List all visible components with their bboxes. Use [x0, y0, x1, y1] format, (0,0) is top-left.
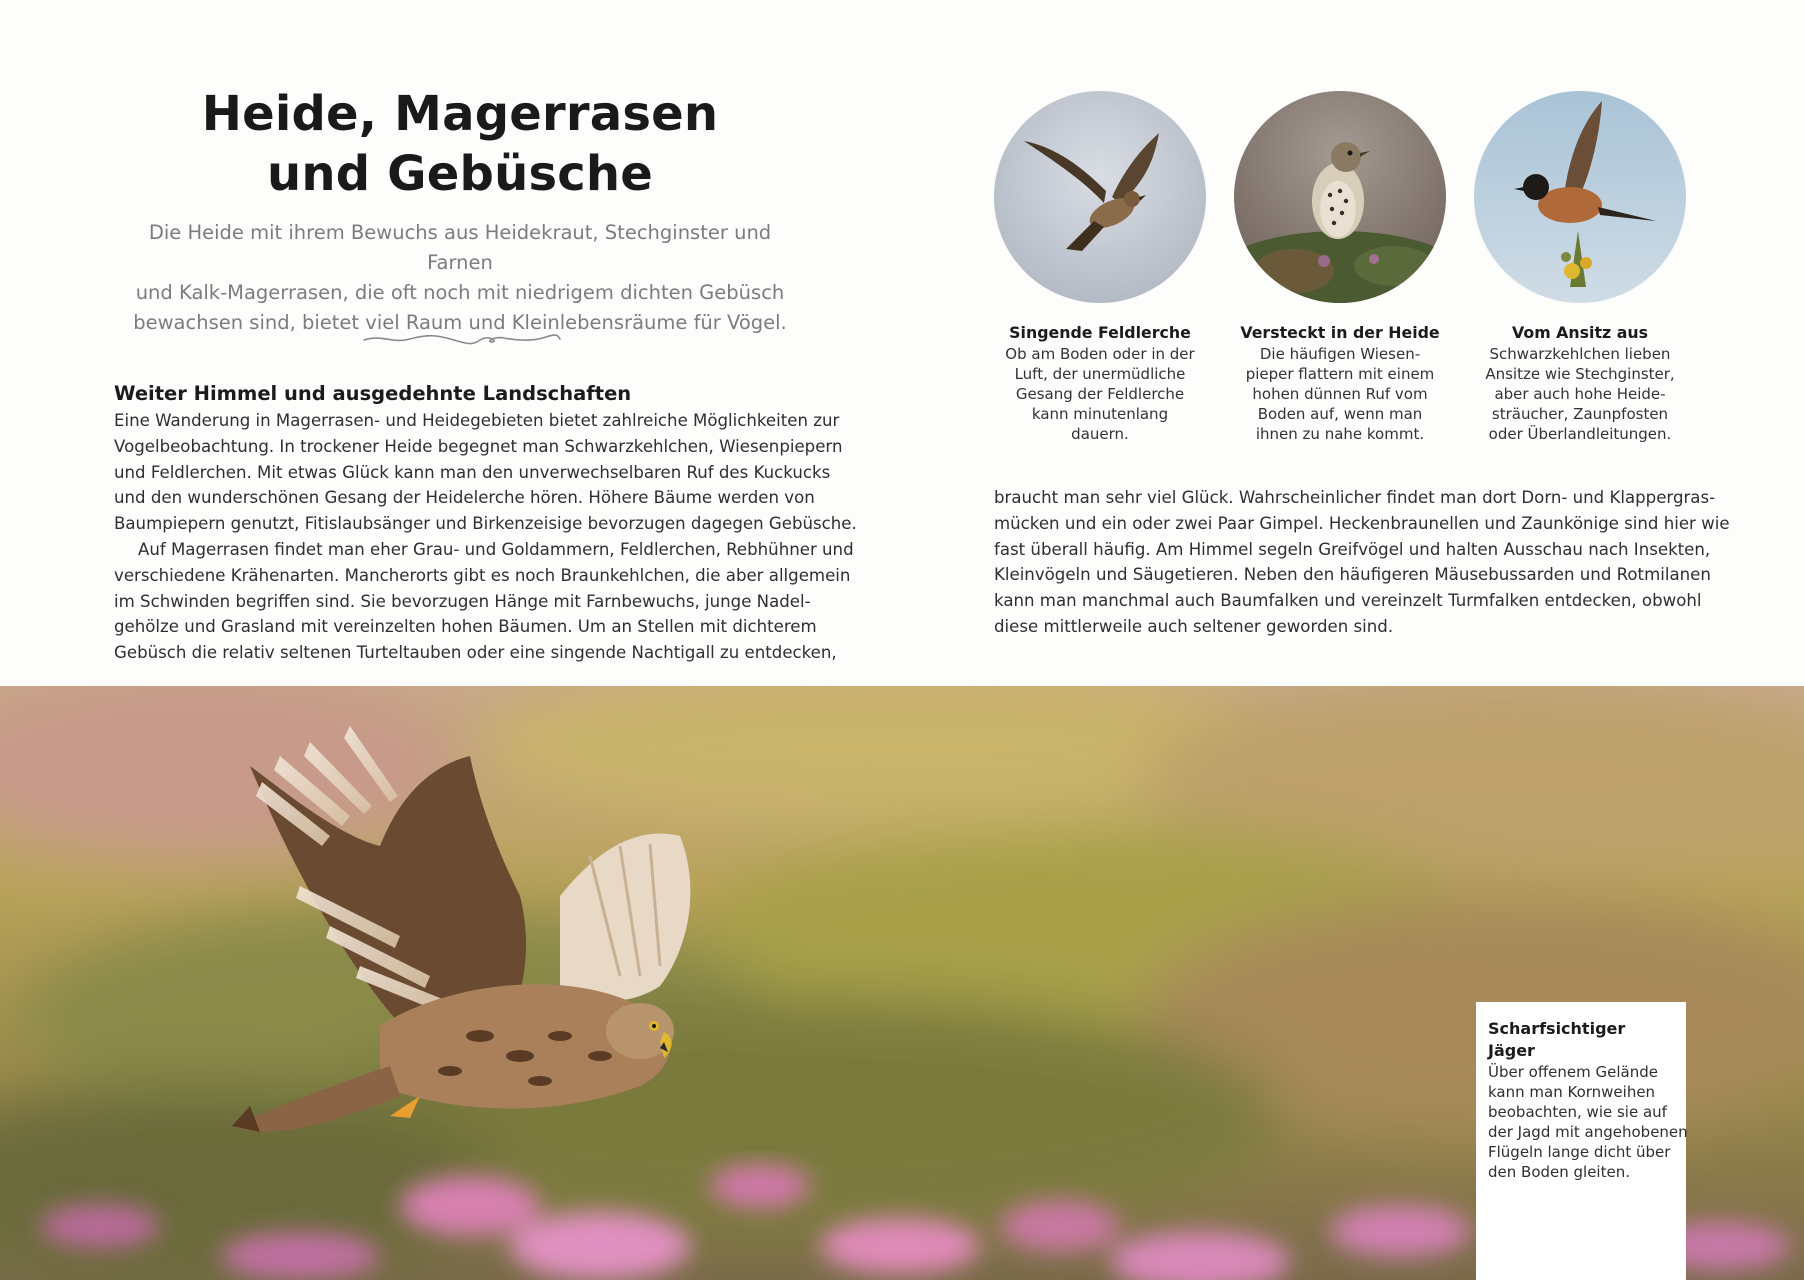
body-line: und Feldlerchen. Mit etwas Glück kann man den unverwechselbaren Ruf des Kuckucks	[114, 462, 831, 482]
body-line: diese mittlerweile auch seltener geworden sind.	[994, 616, 1394, 636]
caption-line: Luft, der unermüdliche	[1014, 365, 1186, 383]
caption-line: Gesang der Feldlerche	[1015, 385, 1185, 403]
caption-line: kann minutenlang	[1031, 405, 1169, 423]
page-title-line-2: und Gebüsche	[266, 146, 654, 202]
body-line: Gebüsch die relativ seltenen Turteltauben oder eine singende Nachtigall zu entdecken,	[114, 643, 837, 663]
photo-skylark	[994, 91, 1206, 303]
caption-title: Vom Ansitz aus	[1511, 323, 1649, 342]
body-line: fast überall häufig. Am Himmel segeln Greifvögel und halten Ausschau nach Insekten,	[994, 539, 1711, 559]
hero-caption-line: Über offenem Gelände	[1488, 1063, 1658, 1081]
caption-line: Die häufigen Wiesen-	[1259, 345, 1421, 363]
body-line: Eine Wanderung in Magerrasen- und Heidegebieten bietet zahlreiche Möglichkeiten zur	[114, 411, 840, 430]
page-title	[114, 84, 806, 204]
body-line: verschiedene Krähenarten. Mancherorts gibt es noch Braunkehlchen, die aber allgemein	[114, 565, 851, 585]
caption-line: ihnen zu nahe kommt.	[1255, 425, 1425, 443]
body-text-right	[994, 485, 1730, 640]
hero-caption-line: den Boden gleiten.	[1488, 1163, 1630, 1181]
body-line: gehölze und Grasland mit vereinzelten hohen Bäumen. Um an Stellen mit dichterem	[114, 617, 817, 637]
caption-line: Ob am Boden oder in der	[1005, 345, 1195, 363]
section-heading: Weiter Himmel und ausgedehnte Landschaften	[114, 382, 632, 405]
caption-title: Singende Feldlerche	[1009, 323, 1191, 342]
caption-line: Ansitze wie Stechginster,	[1485, 365, 1675, 383]
intro-line: bewachsen sind, bietet viel Raum und Kleinlebensräume für Vögel.	[133, 311, 787, 334]
ornament-divider-icon	[362, 330, 562, 348]
hero-caption-line: kann man Kornweihen	[1488, 1083, 1656, 1101]
photo-meadow-pipit	[1234, 91, 1446, 303]
hero-caption	[1476, 1002, 1686, 1280]
hero-caption-line: der Jagd mit angehobenen	[1488, 1123, 1688, 1141]
caption-line: Schwarzkehlchen lieben	[1489, 345, 1671, 363]
photo-caption-skylark	[990, 322, 1210, 444]
intro-line: Die Heide mit ihrem Bewuchs aus Heidekraut, Stechginster und Farnen	[148, 221, 772, 274]
photo-stonechat	[1474, 91, 1686, 303]
caption-title: Versteckt in der Heide	[1240, 323, 1440, 342]
caption-line: oder Überlandleitungen.	[1488, 425, 1672, 443]
body-line: Auf Magerrasen findet man eher Grau- und Goldammern, Feldlerchen, Rebhühner und	[138, 539, 854, 559]
body-line: im Schwinden begriffen sind. Sie bevorzugen Hänge mit Farnbewuchs, junge Nadel-	[114, 591, 811, 611]
body-line: und den wunderschönen Gesang der Heidelerche hören. Höhere Bäume werden von	[114, 488, 815, 508]
hero-caption-line: Flügeln lange dicht über	[1488, 1143, 1671, 1161]
body-line: kann man manchmal auch Baumfalken und vereinzelt Turmfalken entdecken, obwohl	[994, 591, 1702, 611]
caption-line: Boden auf, wenn man	[1257, 405, 1423, 423]
body-line: braucht man sehr viel Glück. Wahrscheinlicher findet man dort Dorn- und Klappergras-	[994, 488, 1716, 507]
body-line: Baumpiepern genutzt, Fitislaubsänger und Birkenzeisige bevorzugen dagegen Gebüsche.	[114, 514, 857, 534]
caption-line: pieper flattern mit einem	[1245, 365, 1435, 383]
caption-line: sträucher, Zaunpfosten	[1491, 405, 1669, 423]
hero-caption-title: Scharfsichtiger Jäger	[1488, 1019, 1626, 1060]
caption-line: hohen dünnen Ruf vom	[1252, 385, 1428, 403]
caption-line: aber auch hohe Heide-	[1494, 385, 1666, 403]
photo-caption-stonechat	[1470, 322, 1690, 444]
body-line: mücken und ein oder zwei Paar Gimpel. Heckenbraunellen und Zaunkönige sind hier wie	[994, 513, 1730, 533]
body-line: Vogelbeobachtung. In trockener Heide begegnet man Schwarzkehlchen, Wiesenpiepern	[114, 436, 843, 456]
intro-line: und Kalk-Magerrasen, die oft noch mit niedrigem dichten Gebüsch	[135, 281, 785, 304]
body-text-left	[114, 408, 857, 666]
caption-line: dauern.	[1071, 425, 1129, 443]
intro-paragraph	[114, 218, 806, 338]
photo-caption-meadow-pipit	[1230, 322, 1450, 444]
page-title-line-1: Heide, Magerrasen	[201, 86, 719, 142]
body-line: Kleinvögeln und Säugetieren. Neben den häufigeren Mäusebussarden und Rotmilanen	[994, 565, 1711, 585]
hero-caption-line: beobachten, wie sie auf	[1488, 1103, 1667, 1121]
